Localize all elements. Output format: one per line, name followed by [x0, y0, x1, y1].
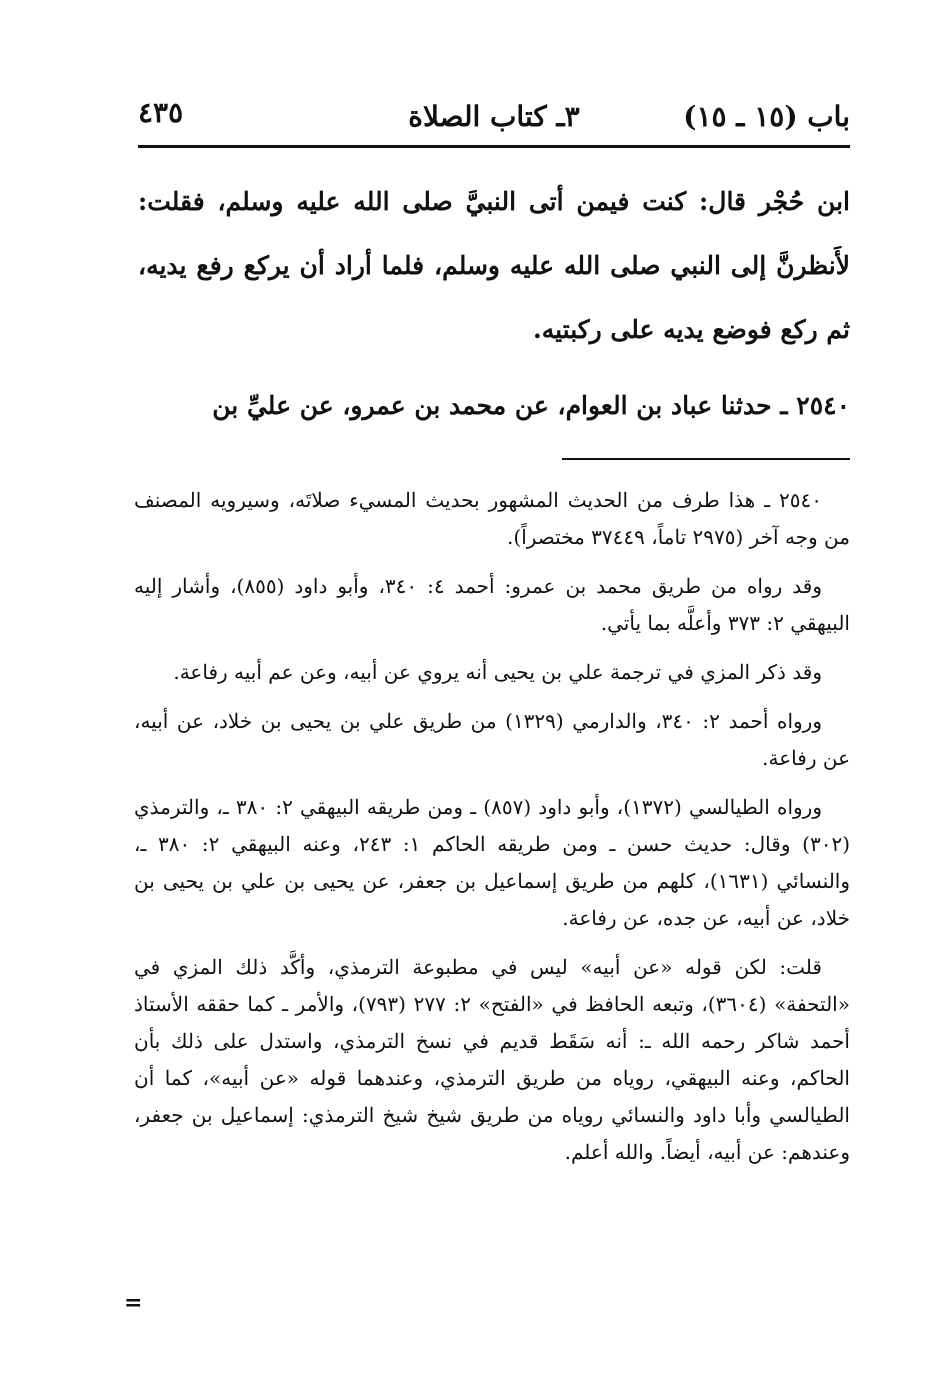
header-rule: [138, 145, 850, 148]
footnote-paragraph: وقد ذكر المزي في ترجمة علي بن يحيى أنه يروي عن أبيه، وعن عم أبيه رفاعة.: [173, 660, 822, 684]
main-paragraph: ابن حُجْر قال: كنت فيمن أتى النبيَّ صلى الله عليه وسلم، فقلت: لأَنظرنَّ إلى النبي صلى الله عليه وسلم، فلما أراد أن يركع رفع يديه، ثم ركع فوضع يديه على ركبتيه.: [138, 187, 850, 344]
page-number: ٤٣٥: [138, 96, 184, 129]
footnote-paragraph: قلت: لكن قوله «عن أبيه» ليس في مطبوعة الترمذي، وأكَّد ذلك المزي في «التحفة» (٣٦٠٤)، وتبعه الحافظ في «الفتح» ٢: ٢٧٧ (٧٩٣)، والأمر ـ كما حققه الأستاذ أحمد شاكر رحمه الله ـ: أنه سَقَط قديم في نسخ الترمذي، واستدل على ذلك بأن الحاكم، وعنه البيهقي، روياه من طريق الترمذي، وعندهما قوله «عن أبيه»، كما أن الطيالسي وأبا داود والنسائي روياه من طريق شيخ شيخ الترمذي: إسماعيل بن جعفر، وعندهم: عن أبيه، أيضاً. والله أعلم.: [134, 955, 850, 1164]
hadith-2540: ٢٥٤٠ ـ حدثنا عباد بن العوام، عن محمد بن عمرو، عن عليِّ بن: [212, 391, 850, 420]
footnote-paragraph: ورواه الطيالسي (١٣٧٢)، وأبو داود (٨٥٧) ـ ومن طريقه البيهقي ٢: ٣٨٠ ـ، والترمذي (٣٠٢) وقال: حديث حسن ـ ومن طريقه الحاكم ١: ٢٤٣، وعنه البيهقي ٢: ٣٨٠ ـ، والنسائي (١٦٣١)، كلهم من طريق إسماعيل بن جعفر، عن يحيى بن علي بن يحيى بن خلاد، عن أبيه، عن جده، عن رفاعة.: [134, 795, 851, 930]
chapter-reference: باب (١٥ ـ ١٥): [683, 100, 850, 133]
footnote-paragraph: وقد رواه من طريق محمد بن عمرو: أحمد ٤: ٣٤٠، وأبو داود (٨٥٥)، وأشار إليه البيهقي ٢: ٣٧٣ وأعلَّه بما يأتي.: [134, 574, 850, 635]
page-header: [138, 94, 850, 144]
footnotes: [134, 482, 850, 1183]
footnote-separator: [562, 458, 850, 460]
continuation-mark: =: [124, 1290, 143, 1316]
main-text: [138, 170, 850, 438]
footnote-paragraph: ٢٥٤٠ ـ هذا طرف من الحديث المشهور بحديث المسيء صلاتَه، وسيرويه المصنف من وجه آخر (٢٩٧٥ تاماً، ٣٧٤٤٩ مختصراً).: [134, 488, 850, 549]
book-title: ٣ـ كتاب الصلاة: [408, 100, 580, 133]
footnote-paragraph: ورواه أحمد ٢: ٣٤٠، والدارمي (١٣٢٩) من طريق علي بن يحيى بن خلاد، عن أبيه، عن رفاعة.: [134, 709, 850, 770]
